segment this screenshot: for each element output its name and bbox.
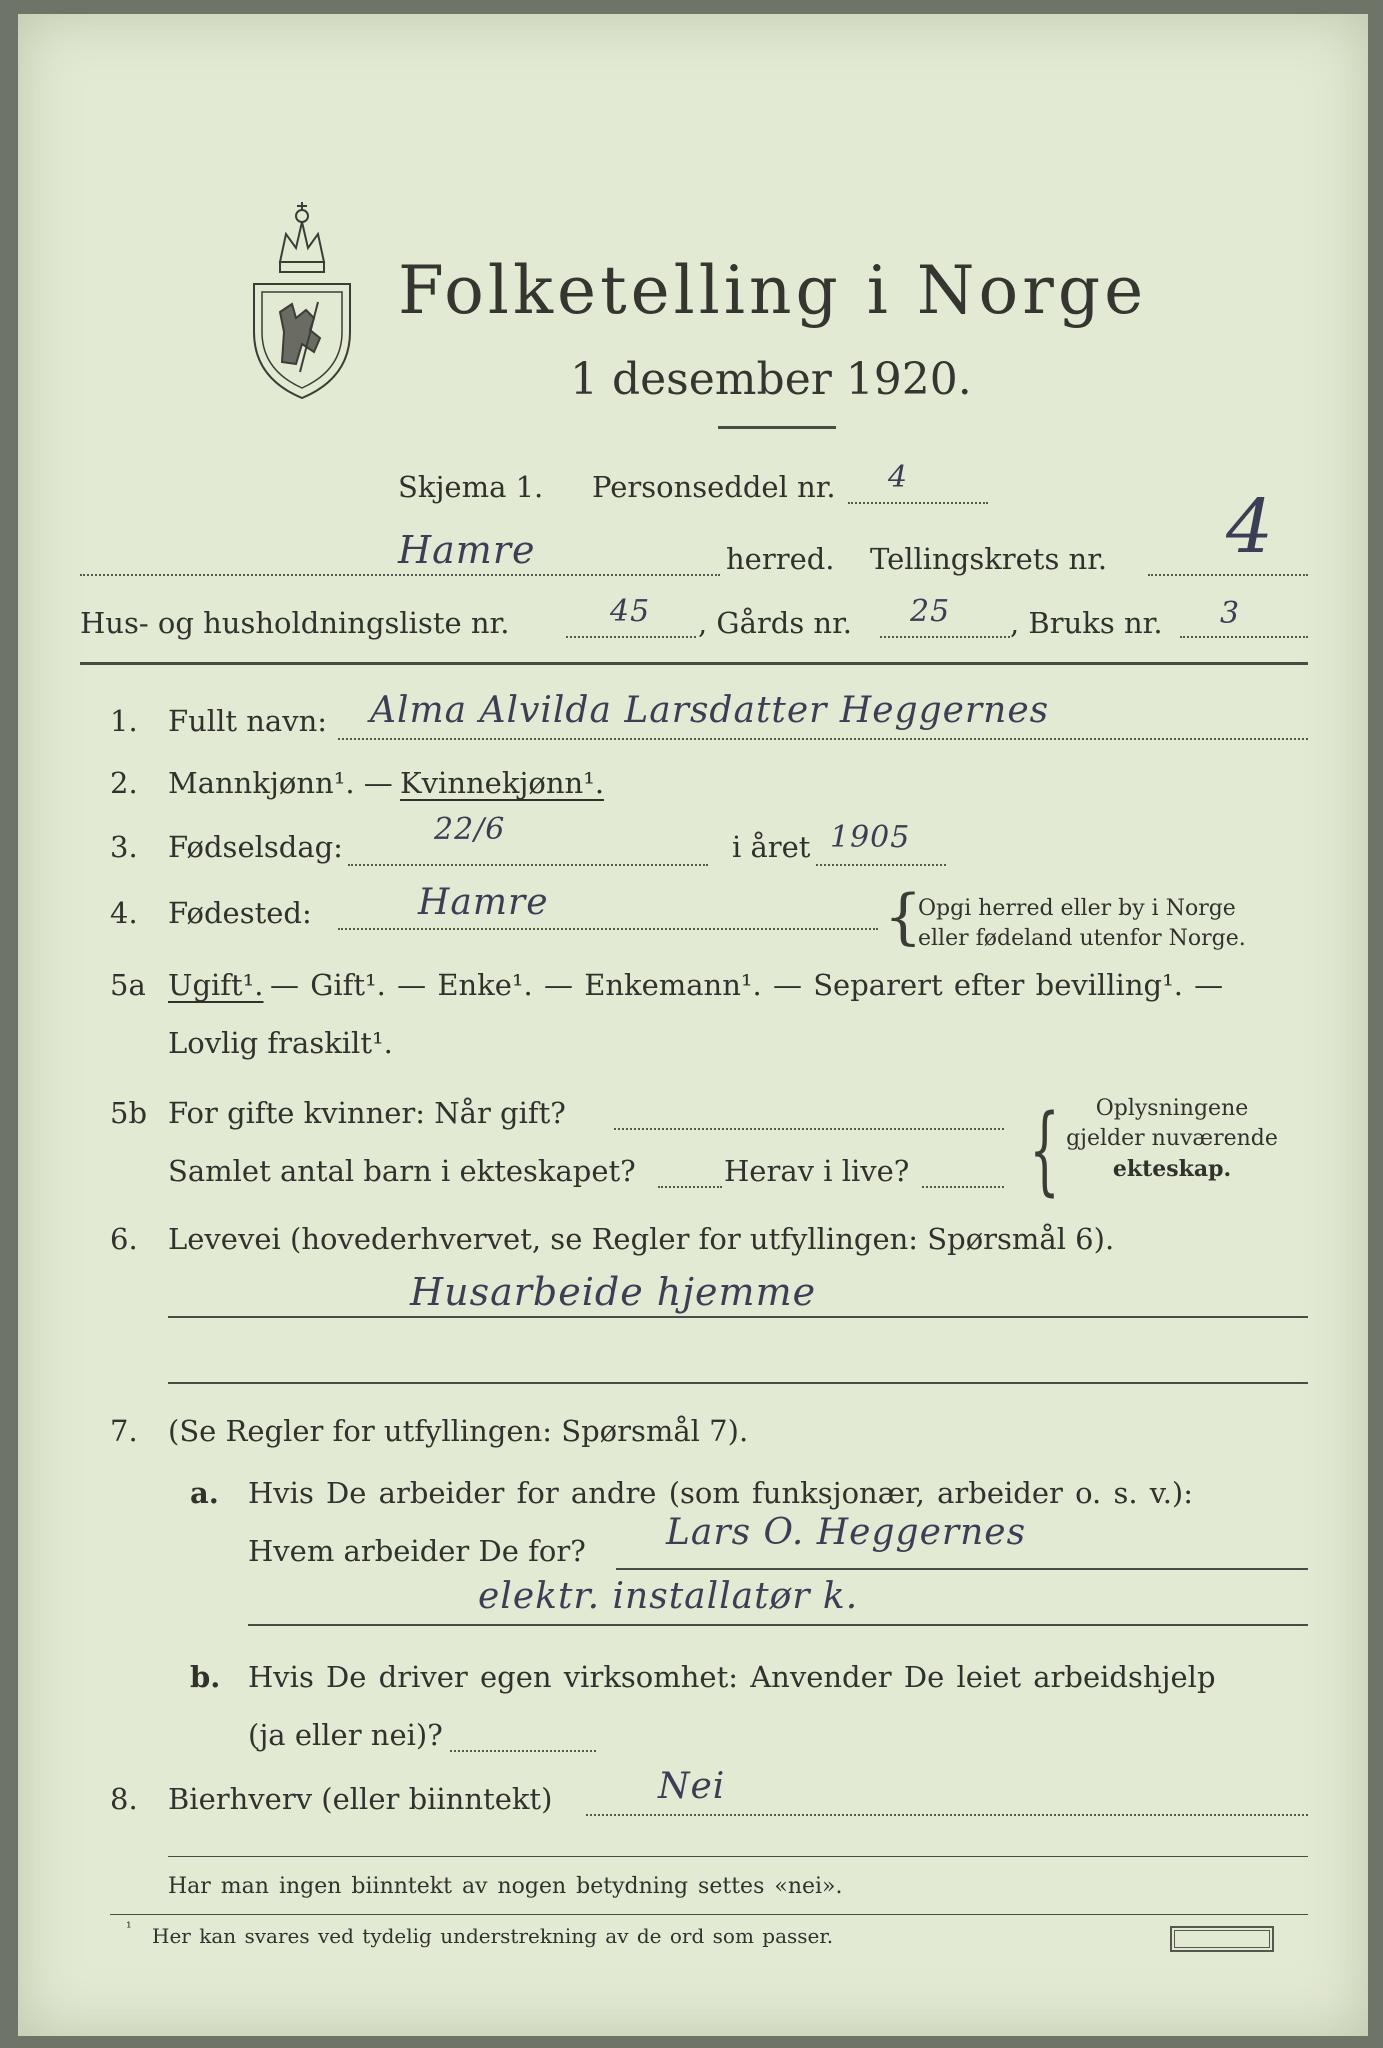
- q4-label: Fødested:: [168, 896, 312, 930]
- gards-value[interactable]: 25: [910, 594, 951, 629]
- gards-field-line: [880, 636, 1010, 638]
- q5b-alive-label: Herav i live?: [724, 1154, 910, 1188]
- q5b-alive-field-line: [922, 1186, 1004, 1188]
- q2-number: 2.: [110, 766, 138, 800]
- q4-note-line1: Opgi herred eller by i Norge: [918, 896, 1236, 921]
- bruks-value[interactable]: 3: [1220, 596, 1241, 631]
- birthplace-value[interactable]: Hamre: [418, 882, 549, 923]
- q4-note-brace: {: [884, 882, 923, 952]
- occupation-value[interactable]: Husarbeide hjemme: [410, 1270, 817, 1314]
- q7a-field-line1: [616, 1568, 1308, 1570]
- q5a-number: 5a: [110, 968, 146, 1002]
- q7a-line1: Hvis De arbeider for andre (som funksjonær, arbeider o. s. v.):: [248, 1476, 1194, 1510]
- q6-field-line2: [168, 1382, 1308, 1384]
- q7a-line2: Hvem arbeider De for?: [248, 1534, 586, 1568]
- q4-note: [918, 894, 1246, 954]
- q5b-note: [1052, 1094, 1292, 1184]
- printer-stamp: [1170, 1926, 1274, 1952]
- tellingskrets-label: Tellingskrets nr.: [870, 542, 1108, 576]
- skjema-label: Skjema 1.: [398, 470, 544, 504]
- title-divider: [718, 426, 836, 429]
- q7-label: (Se Regler for utfyllingen: Spørsmål 7).: [168, 1414, 749, 1448]
- hus-label: Hus- og husholdningsliste nr.: [80, 606, 510, 640]
- birthday-value[interactable]: 22/6: [434, 812, 506, 847]
- q3-field-line: [348, 864, 708, 866]
- q5b-number: 5b: [110, 1096, 148, 1130]
- census-date: 1 desember 1920.: [570, 354, 972, 405]
- q3-year-label: i året: [732, 830, 811, 864]
- q4-field-line: [338, 928, 878, 930]
- herred-label: herred.: [726, 542, 835, 576]
- q5b-note-brace: {: [1029, 1094, 1060, 1206]
- bruks-field-line: [1180, 636, 1308, 638]
- q4-number: 4.: [110, 896, 138, 930]
- q5b-note-line1: Oplysningene: [1095, 1096, 1249, 1121]
- footnote-text: Her kan svares ved tydelig understrekning av de ord som passer.: [152, 1924, 834, 1948]
- bruks-label: , Bruks nr.: [1010, 606, 1163, 640]
- footnote-divider: [110, 1914, 1308, 1915]
- q5a-fraskilt-option: Lovlig fraskilt¹.: [168, 1026, 393, 1060]
- tellingskrets-field-line: [1148, 574, 1308, 576]
- employer-value[interactable]: Lars O. Heggernes: [666, 1512, 1027, 1553]
- q5b-children-label: Samlet antal barn i ekteskapet?: [168, 1154, 636, 1188]
- personseddel-value[interactable]: 4: [888, 460, 909, 495]
- q7a-letter: a.: [190, 1476, 219, 1510]
- birth-year-value[interactable]: 1905: [830, 820, 911, 855]
- q8-label: Bierhverv (eller biinntekt): [168, 1782, 553, 1816]
- biinntekt-note: Har man ingen biinntekt av nogen betydning settes «nei».: [168, 1874, 843, 1899]
- herred-field-line: [80, 574, 720, 576]
- q6-field-line1: [168, 1316, 1308, 1318]
- q3-year-field-line: [816, 864, 946, 866]
- q5a-ugift-option[interactable]: Ugift¹.: [168, 968, 264, 1002]
- personseddel-label: Personseddel nr.: [592, 470, 836, 504]
- side-income-value[interactable]: Nei: [658, 1766, 726, 1807]
- q7b-line1: Hvis De driver egen virksomhet: Anvender De leiet arbeidshjelp: [248, 1660, 1216, 1694]
- q8-field-line: [586, 1814, 1308, 1816]
- q3-label: Fødselsdag:: [168, 830, 343, 864]
- census-form-page: [18, 14, 1368, 2036]
- q6-number: 6.: [110, 1222, 138, 1256]
- hus-value[interactable]: 45: [610, 594, 651, 629]
- q4-note-line2: eller fødeland utenfor Norge.: [918, 926, 1246, 951]
- q7a-field-line2: [248, 1624, 1308, 1626]
- q1-number: 1.: [110, 704, 138, 738]
- full-name-value[interactable]: Alma Alvilda Larsdatter Heggernes: [370, 690, 1050, 731]
- notes-divider: [168, 1856, 1308, 1857]
- q5b-married-label: For gifte kvinner: Når gift?: [168, 1096, 566, 1130]
- coat-of-arms-icon: [240, 192, 364, 402]
- q2-male-option: Mannkjønn¹. —: [168, 766, 393, 800]
- personseddel-field-line: [848, 502, 988, 504]
- q2-female-option[interactable]: Kvinnekjønn¹.: [400, 766, 605, 800]
- gards-label: , Gårds nr.: [698, 606, 852, 640]
- hus-field-line: [566, 636, 696, 638]
- q6-label: Levevei (hovederhvervet, se Regler for utfyllingen: Spørsmål 6).: [168, 1222, 1115, 1256]
- tellingskrets-value[interactable]: 4: [1226, 484, 1275, 570]
- q7b-letter: b.: [190, 1660, 221, 1694]
- printer-stamp-inner: [1174, 1930, 1270, 1948]
- q5b-married-field-line: [614, 1128, 1004, 1130]
- header-divider: [80, 662, 1308, 665]
- q5b-children-field-line: [658, 1186, 722, 1188]
- q5b-note-line3: ekteskap.: [1112, 1156, 1232, 1182]
- q7-number: 7.: [110, 1414, 138, 1448]
- q7b-field-line: [450, 1750, 596, 1752]
- employer-detail-value[interactable]: elektr. installatør k.: [478, 1576, 859, 1617]
- form-title: Folketelling i Norge: [398, 252, 1148, 329]
- q1-field-line: [338, 738, 1308, 740]
- q7b-line2: (ja eller nei)?: [248, 1718, 443, 1752]
- q1-label: Fullt navn:: [168, 704, 328, 738]
- q5b-note-line2: gjelder nuværende: [1066, 1126, 1278, 1151]
- footnote-mark: ¹: [126, 1920, 132, 1936]
- q5a-other-options: — Gift¹. — Enke¹. — Enkemann¹. — Separert efter bevilling¹. —: [270, 968, 1224, 1002]
- q8-number: 8.: [110, 1782, 138, 1816]
- herred-value[interactable]: Hamre: [398, 528, 536, 572]
- q3-number: 3.: [110, 830, 138, 864]
